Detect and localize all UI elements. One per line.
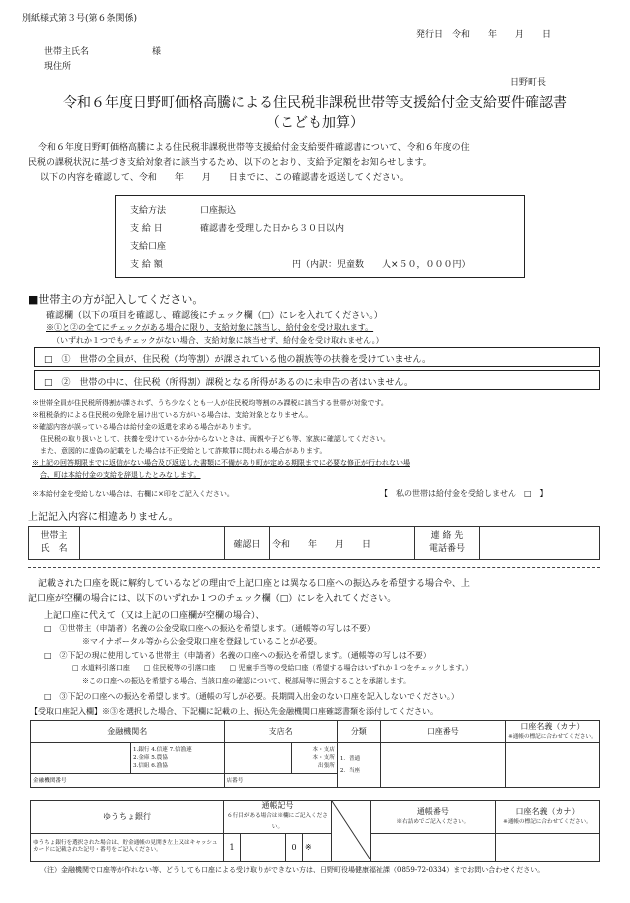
contact-label: 連 絡 先 電話番号 [415,527,480,560]
option-2[interactable]: □ ②下記の現に使用している世帯主（申請者）名義の口座への振込を希望します。（通帳等の写しは不要） [44,651,431,660]
check-item-1-label: □ ① 世帯の全員が、住民税（均等割）が課されている他の親族等の扶養を受けていません。 [44,355,432,365]
yucho-symbol-field[interactable] [241,833,286,861]
head-name-label: 世帯主 氏 名 [29,527,80,560]
diagonal-line [332,801,370,859]
branch-code[interactable]: 店番号 [224,773,337,787]
intro-p2: 民税の課税状況に基づき支給対象者に該当するため、以下のとおり、支給予定額をお知らせします。 [28,158,432,168]
note: 住民税の取り扱いとして、扶養を受けているか分からないときは、両親や子ども等、家族に確認してください。 [40,435,390,443]
section2-p2: 記口座が空欄の場合には、以下のいずれか１つのチェック欄（□）にレを入れてください。 [28,594,397,604]
bank-code[interactable]: 金融機関番号 [31,773,225,787]
section1-instr1: 確認欄（以下の項目を確認し、確認後にチェック欄（□）にレを入れてください。） [46,311,383,321]
account-label: 支給口座 [130,242,167,252]
note: ※確認内容が誤っている場合は給付金の返還を求める場合があります。 [32,423,256,431]
divider [28,567,600,568]
branch-name-field[interactable] [224,743,291,773]
confirm-statement: 上記記入内容に相違ありません。 [28,512,179,523]
diagonal-cell [331,801,370,862]
method-label: 支給方法 [130,206,167,216]
section2-p1: 記載された口座を既に解約しているなどの理由で上記口座とは異なる口座への振込みを希望する場合や、上 [38,579,470,589]
yucho-symbol-label: 通帳記号 ６行目がある場合は※欄にご記入ください。 [224,801,332,834]
method-value: 口座振込 [200,206,237,216]
option-2-sub[interactable]: □ 水道料引落口座 □ 住民税等の引落口座 □ 児童手当等の受給口座（希望する場合はいずれか１つをチェックします。） [72,664,473,672]
date-value: 確認書を受理した日から３０日以内 [200,224,345,234]
contact-field[interactable] [480,527,600,560]
section2-p3: 上記口座に代えて（又は上記の口座欄が空欄の場合）、 [44,611,265,621]
yucho-asterisk[interactable]: ※ [303,833,332,861]
check-item-2-label: □ ② 世帯の中に、住民税（所得割）課税となる所得があるのに未申告の者はいません。 [44,378,414,388]
form-heading: 【受取口座記入欄】※③を選択した場合、下記欄に記載の上、振込先金融機関口座確認書類を添付してください。 [30,707,438,716]
option-2-note: ※この口座への振込を希望する場合、当該口座の確認について、税部局等に照会することを承諾します。 [82,677,411,685]
yucho-digit-1: 1 [224,833,241,861]
col-branch: 支店名 [224,721,337,743]
note: また、意図的に虚偽の記載をした場合は不正受給として詐欺罪に問われる場合があります。 [40,447,327,455]
note: 合、町は本給付金の支給を辞退したとみなします。 [40,471,201,479]
bank-name-field[interactable] [31,743,131,773]
yucho-table [30,800,600,862]
footer-note: （注）金融機関で口座等が作れない等、どうしても口座による受け取りができない方は、日野町役場健康福祉課（0859-72-0334）までお問い合わせください。 [40,866,545,874]
confirm-date-field[interactable]: 令和 年 月 日 [270,527,415,560]
yucho-holder-field[interactable] [495,833,599,861]
date-label: 支 給 日 [130,224,163,234]
bank-table [30,720,600,788]
amount-label: 支 給 額 [130,260,163,270]
account-number-field[interactable] [380,743,505,788]
issue-date: 発行日 令和 年 月 日 [416,30,552,40]
col-account: 口座番号 [380,721,505,743]
col-bank: 金融機関名 [31,721,225,743]
yucho-holder-label: 口座名義（カナ） ※通帳の標記に合わせてください。 [495,801,599,834]
note: ※上記の回答期限までに返信がない場合及び返送した書類に不備があり町が定める期限までに必要な修正が行われない場 [32,459,410,467]
form-number: 別紙様式第３号(第６条関係) [22,14,138,24]
decline-note: ※本給付金を受給しない場合は、右欄に×印をご記入ください。 [32,490,234,498]
mayor: 日野町長 [510,78,547,88]
doc-title-line2: （こども加算） [266,115,364,131]
confirm-table [28,526,600,560]
section1-instr3: （いずれか１つでもチェックがない場合、支給対象に該当せず、給付金を受け取れません。） [52,336,384,345]
option-1-note: ※マイナポータル等から公金受取口座を登録していることが必要。 [82,637,322,646]
yucho-number-field[interactable] [370,833,495,861]
decline-checkbox[interactable]: 【 私の世帯は給付金を受給しません □ 】 [380,489,548,498]
note: ※世帯全員が住民税所得割が課されず、うち少なくとも一人が住民税均等割のみ課税に該当する世帯が対象です。 [32,399,388,407]
col-holder: 口座名義（カナ） ※通帳の標記に合わせてください。 [505,721,599,743]
bank-types: 1.銀行 4.信連 7.信漁連 2.金庫 5.農協 3.信組 6.漁協 [131,743,225,773]
yucho-name: ゆうちょ銀行 [31,801,224,834]
account-type[interactable]: 1．普通 2．当座 [337,743,380,788]
note: ※租税条約による住民税の免除を届け出ている方がいる場合は、支給対象となりません。 [32,411,313,419]
intro-p1: 令和６年度日野町価格高騰による住民税非課税世帯等支援給付金支給要件確認書について、令和６年度の住 [38,143,470,153]
address: 現住所 [44,62,72,72]
yucho-number-label: 通帳番号 ※右詰めでご記入ください。 [370,801,495,834]
head-name: 世帯主氏名 様 [44,47,162,57]
doc-title-line1: 令和６年度日野町価格高騰による住民税非課税世帯等支援給付金支給要件確認書 [63,95,567,111]
col-type: 分類 [337,721,380,743]
yucho-note: ゆうちょ銀行を選択された場合は、貯金通帳の見開き左上又はキャッシュカードに記載された記号・番号をご記入ください。 [31,833,224,861]
section1-instr2: ※①と②の全てにチェックがある場合に限り、支給対象に該当し、給付金を受け取れます。 [46,323,374,332]
option-1[interactable]: □ ①世帯主（申請者）名義の公金受取口座への振込を希望します。（通帳等の写しは不要） [44,624,375,633]
confirm-date-label: 確認日 [225,527,270,560]
amount-value: 円（内訳：児童数 人×５０，０００円） [292,260,471,270]
holder-field[interactable] [505,743,599,788]
option-3[interactable]: □ ③下記の口座への振込を希望します。（通帳の写しが必要。長期間入出金のない口座を記入しないでください。） [44,692,459,701]
yucho-digit-0: 0 [286,833,303,861]
intro-p3: 以下の内容を確認して、令和 年 月 日までに、この確認書を返送してください。 [40,173,409,183]
branch-types: 本・支店 本・支所 出張所 [291,743,337,773]
head-name-field[interactable] [80,527,225,560]
section1-heading: ■世帯主の方が記入してください。 [28,293,204,306]
